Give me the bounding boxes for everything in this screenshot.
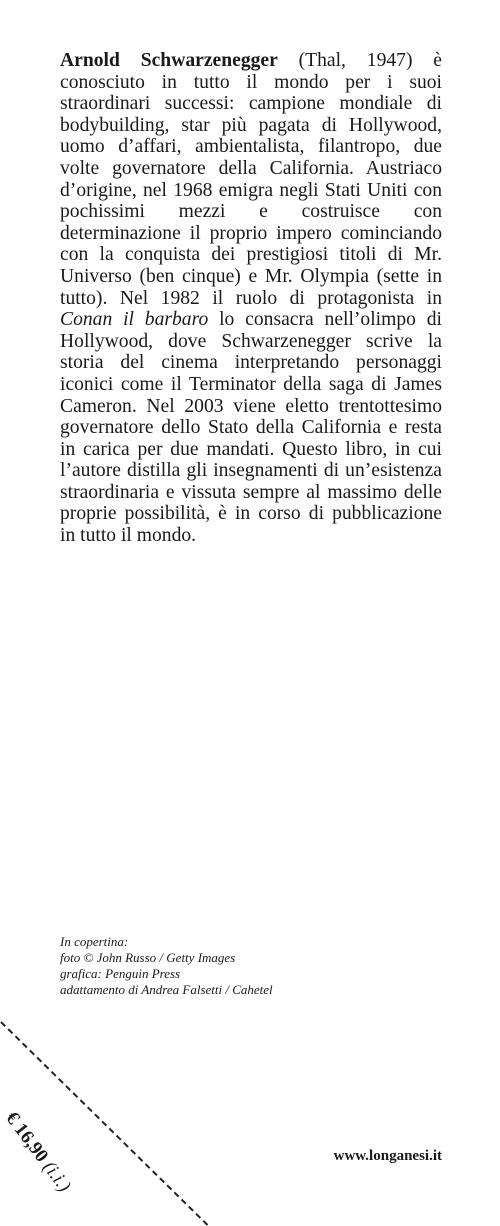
author-name: Arnold Schwarzenegger bbox=[60, 50, 278, 71]
publisher-website: www.longanesi.it bbox=[333, 1148, 442, 1164]
credits-heading: In copertina: bbox=[60, 934, 129, 949]
credits-adaptation: adattamento di Andrea Falsetti / Cahetel bbox=[60, 982, 273, 997]
bio-intro: (Thal, 1947) è conosciuto in tutto il mondo per i suoi straordinari successi: campione mondiale di bodybuilding, star più pagata di Hollywood, uomo d’affari, ambientalista, filantropo, due volte governatore della California. Austriaco d’origine, nel 1968 emigra negli Stati Uniti con pochissimi mezzi e costruisce con determinazione il proprio impero cominciando con la conquista dei prestigiosi titoli di Mr. Universo (ben cinque) e Mr. Olympia (sette in tutto). Nel 1982 il ruolo di protagonista in bbox=[60, 50, 442, 309]
film-title: Conan il barbaro bbox=[60, 309, 209, 331]
price-label bbox=[0, 1108, 74, 1197]
bio-rest: lo consacra nell’olimpo di Hollywood, dove Schwarzenegger scrive la storia del cinema interpretando personaggi iconici come il Terminator della saga di James Cameron. Nel 2003 viene eletto trentottesimo governatore dello Stato della California e resta in carica per due mandati. Questo libro, in cui l’autore distilla gli insegnamenti di un’esistenza straordinaria e vissuta sempre al massimo delle proprie possibilità, è in corso di pubblicazione in tutto il mondo. bbox=[60, 309, 443, 547]
price-amount: € 16,90 bbox=[1, 1108, 53, 1167]
price-vat-note: (i.i.) bbox=[38, 1157, 75, 1197]
dashed-cut-line bbox=[0, 1000, 208, 1226]
cover-credits bbox=[60, 934, 273, 998]
author-bio bbox=[60, 50, 442, 547]
credits-graphic: grafica: Penguin Press bbox=[60, 966, 181, 981]
credits-photo: foto © John Russo / Getty Images bbox=[60, 950, 236, 965]
